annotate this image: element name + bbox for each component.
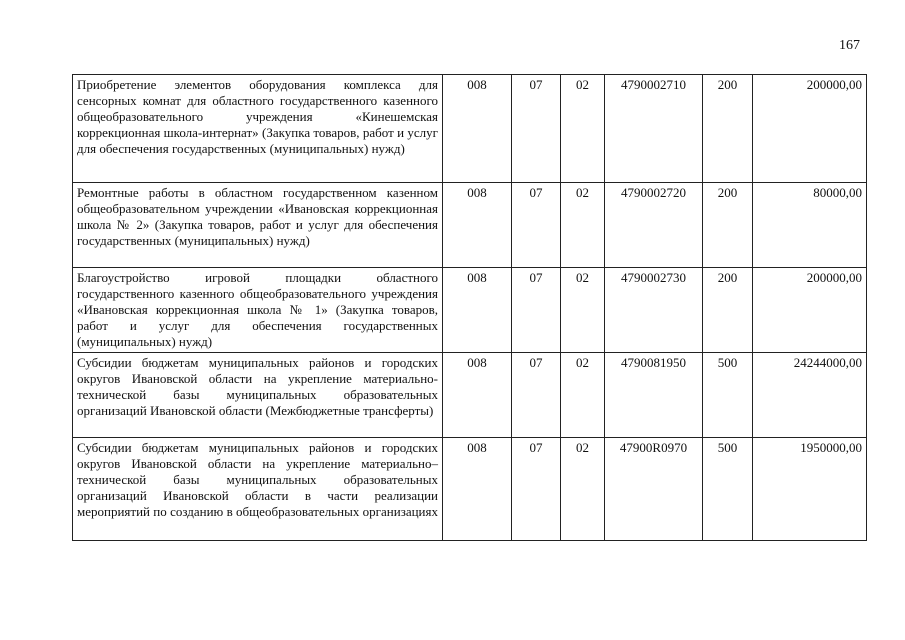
section-code: 07 xyxy=(512,75,561,183)
section-code: 07 xyxy=(512,438,561,541)
target-article-code: 4790002710 xyxy=(605,75,703,183)
table-row xyxy=(73,268,867,353)
row-description: Приобретение элементов оборудования комплекса для сенсорных комнат для областного государственного казенного общеобразовательного учреждения «Кинешемская коррекционная школа-интернат» (Закупка товаров, работ и услуг для обеспечения государственных (муниципальных) нужд) xyxy=(73,75,443,183)
expense-type-code: 200 xyxy=(703,183,753,268)
subsection-code: 02 xyxy=(561,183,605,268)
table-row xyxy=(73,353,867,438)
row-description: Благоустройство игровой площадки областного государственного казенного общеобразовательного учреждения «Ивановская коррекционная школа № 1» (Закупка товаров, работ и услуг для обеспечения государственных (муниципальных) нужд) xyxy=(73,268,443,353)
expense-type-code: 200 xyxy=(703,75,753,183)
expense-type-code: 500 xyxy=(703,353,753,438)
section-code: 07 xyxy=(512,183,561,268)
row-description: Ремонтные работы в областном государственном казенном общеобразовательном учреждении «Ивановская коррекционная школа № 2» (Закупка товаров, работ и услуг для обеспечения государственных (муниципальных) нужд) xyxy=(73,183,443,268)
amount-value: 24244000,00 xyxy=(753,353,867,438)
expense-type-code: 500 xyxy=(703,438,753,541)
subsection-code: 02 xyxy=(561,353,605,438)
row-description: Субсидии бюджетам муниципальных районов и городских округов Ивановской области на укрепление материально-технической базы муниципальных образовательных организаций Ивановской области (Межбюджетные трансферты) xyxy=(73,353,443,438)
target-article-code: 47900R0970 xyxy=(605,438,703,541)
budget-table xyxy=(72,74,867,541)
admin-code: 008 xyxy=(443,75,512,183)
admin-code: 008 xyxy=(443,183,512,268)
row-description: Субсидии бюджетам муниципальных районов и городских округов Ивановской области на укрепление материально–технической базы муниципальных образовательных организаций Ивановской области в части реализации мероприятий по созданию в общеобразовательных организациях xyxy=(73,438,443,541)
amount-value: 1950000,00 xyxy=(753,438,867,541)
table-row xyxy=(73,183,867,268)
target-article-code: 4790002730 xyxy=(605,268,703,353)
target-article-code: 4790002720 xyxy=(605,183,703,268)
section-code: 07 xyxy=(512,353,561,438)
expense-type-code: 200 xyxy=(703,268,753,353)
subsection-code: 02 xyxy=(561,438,605,541)
subsection-code: 02 xyxy=(561,75,605,183)
amount-value: 200000,00 xyxy=(753,75,867,183)
table-row xyxy=(73,75,867,183)
section-code: 07 xyxy=(512,268,561,353)
page-number: 167 xyxy=(839,38,860,53)
amount-value: 80000,00 xyxy=(753,183,867,268)
admin-code: 008 xyxy=(443,268,512,353)
target-article-code: 4790081950 xyxy=(605,353,703,438)
amount-value: 200000,00 xyxy=(753,268,867,353)
admin-code: 008 xyxy=(443,353,512,438)
admin-code: 008 xyxy=(443,438,512,541)
subsection-code: 02 xyxy=(561,268,605,353)
table-row xyxy=(73,438,867,541)
